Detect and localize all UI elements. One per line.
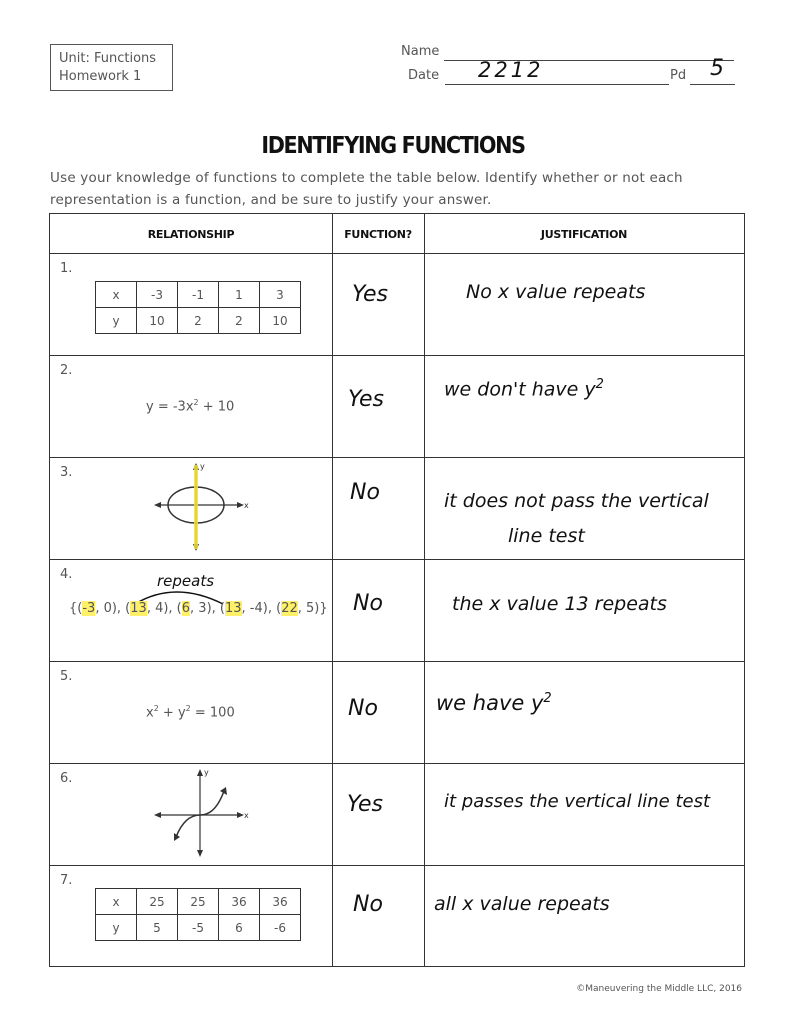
set-part: , 3), (	[190, 601, 225, 616]
highlighted-x: -3	[82, 601, 96, 616]
pd-value: 5	[710, 56, 724, 81]
name-label: Name	[401, 44, 440, 59]
table-cell: 6	[219, 915, 260, 941]
row-number: 7.	[60, 873, 73, 888]
row-divider	[50, 457, 744, 458]
exponent: 2	[193, 398, 199, 407]
justification-part: we have y	[436, 691, 544, 715]
justification-text: all x value repeats	[434, 893, 610, 915]
xy-table	[95, 888, 301, 941]
justification-text: No x value repeats	[466, 281, 646, 303]
row-number: 6.	[60, 771, 73, 786]
x-axis-arrow	[237, 502, 244, 508]
unit-box	[50, 44, 173, 91]
justification-text: the x value 13 repeats	[452, 593, 667, 615]
row-divider	[50, 253, 744, 254]
highlighted-x: 6	[181, 601, 191, 616]
table-cell: y	[96, 915, 137, 941]
table-cell: -3	[137, 282, 178, 308]
header-justification: JUSTIFICATION	[540, 228, 628, 241]
table-cell: 25	[137, 889, 178, 915]
x-axis-arrow	[154, 812, 161, 818]
row-number: 1.	[60, 261, 73, 276]
homework-label: Homework 1	[59, 69, 142, 84]
row-divider	[50, 763, 744, 764]
table-cell: 25	[178, 889, 219, 915]
column-divider	[424, 214, 425, 966]
functions-table	[49, 213, 745, 967]
function-answer: Yes	[348, 387, 385, 412]
row-number: 5.	[60, 669, 73, 684]
set-part: , 4), (	[146, 601, 182, 616]
justification-text: it does not pass the vertical	[444, 490, 709, 512]
function-answer: No	[353, 892, 383, 917]
xy-table	[95, 281, 301, 334]
x-axis-arrow	[237, 812, 244, 818]
unit-title: Unit: Functions	[59, 51, 157, 66]
table-cell: y	[96, 308, 137, 334]
table-cell: -5	[178, 915, 219, 941]
table-cell: x	[96, 889, 137, 915]
set-part: , 5)}	[297, 601, 328, 616]
y-axis-label: y	[204, 768, 209, 777]
exponent: 2	[595, 377, 604, 392]
row-number: 3.	[60, 465, 73, 480]
equation	[146, 398, 234, 414]
exponent: 2	[185, 704, 191, 713]
highlighted-x: 13	[225, 601, 242, 616]
highlighted-x: 13	[130, 601, 147, 616]
function-answer: No	[350, 480, 380, 505]
cubic-graph	[154, 767, 250, 859]
equation-part: = 100	[190, 705, 235, 721]
exponent: 2	[153, 704, 159, 713]
exponent: 2	[543, 691, 552, 706]
page-title: IDENTIFYING FUNCTIONS	[261, 133, 525, 159]
header-function: FUNCTION?	[344, 228, 412, 241]
y-axis-label: y	[200, 462, 205, 471]
justification-text: it passes the vertical line test	[444, 791, 711, 812]
row-divider	[50, 661, 744, 662]
y-axis-arrow	[197, 850, 203, 857]
x-axis-label: x	[244, 811, 249, 820]
table-cell: 10	[137, 308, 178, 334]
equation-part: y = -3x	[146, 399, 194, 415]
repeats-annotation: repeats	[157, 572, 215, 590]
table-cell: 36	[219, 889, 260, 915]
row-divider	[50, 355, 744, 356]
function-answer: Yes	[347, 792, 384, 817]
highlighted-x: 22	[281, 601, 298, 616]
set-part: , -4), (	[241, 601, 282, 616]
table-cell: 1	[219, 282, 260, 308]
column-divider	[332, 214, 333, 966]
justification-text	[444, 377, 604, 400]
table-cell: x	[96, 282, 137, 308]
justification-text: line test	[508, 525, 585, 547]
function-answer: No	[353, 591, 383, 616]
set-part: {(	[69, 601, 83, 616]
set-part: , 0), (	[95, 601, 131, 616]
x-axis-label: x	[244, 501, 249, 510]
row-divider	[50, 559, 744, 560]
ordered-pairs	[69, 601, 328, 616]
equation-part: + y	[158, 705, 186, 721]
table-cell: 2	[219, 308, 260, 334]
table-cell: -6	[260, 915, 301, 941]
y-axis-arrow	[197, 769, 203, 776]
equation-part: + 10	[198, 399, 235, 415]
x-axis-arrow	[154, 502, 161, 508]
function-answer: No	[348, 696, 378, 721]
row-divider	[50, 865, 744, 866]
justification-part: we don't have y	[444, 378, 596, 401]
equation	[146, 704, 235, 720]
justification-text	[436, 691, 552, 715]
instructions: Use your knowledge of functions to complete the table below. Identify whether or not each representation is a function, and be sure to justify your answer.	[50, 170, 683, 208]
table-cell: 36	[260, 889, 301, 915]
date-field[interactable]	[445, 84, 669, 85]
table-cell: 2	[178, 308, 219, 334]
table-cell: 3	[260, 282, 301, 308]
date-label: Date	[408, 68, 440, 83]
row-number: 4.	[60, 567, 73, 582]
row-number: 2.	[60, 363, 73, 378]
pd-label: Pd	[670, 68, 687, 83]
function-answer: Yes	[352, 282, 389, 307]
header-relationship: RELATIONSHIP	[147, 228, 235, 241]
pd-field[interactable]	[690, 84, 735, 85]
table-cell: -1	[178, 282, 219, 308]
table-cell: 5	[137, 915, 178, 941]
table-cell: 10	[260, 308, 301, 334]
ellipse-graph	[154, 461, 250, 553]
copyright: ©Maneuvering the Middle LLC, 2016	[576, 984, 742, 994]
date-value: 2212	[478, 58, 544, 82]
equation-part: x	[146, 705, 154, 721]
